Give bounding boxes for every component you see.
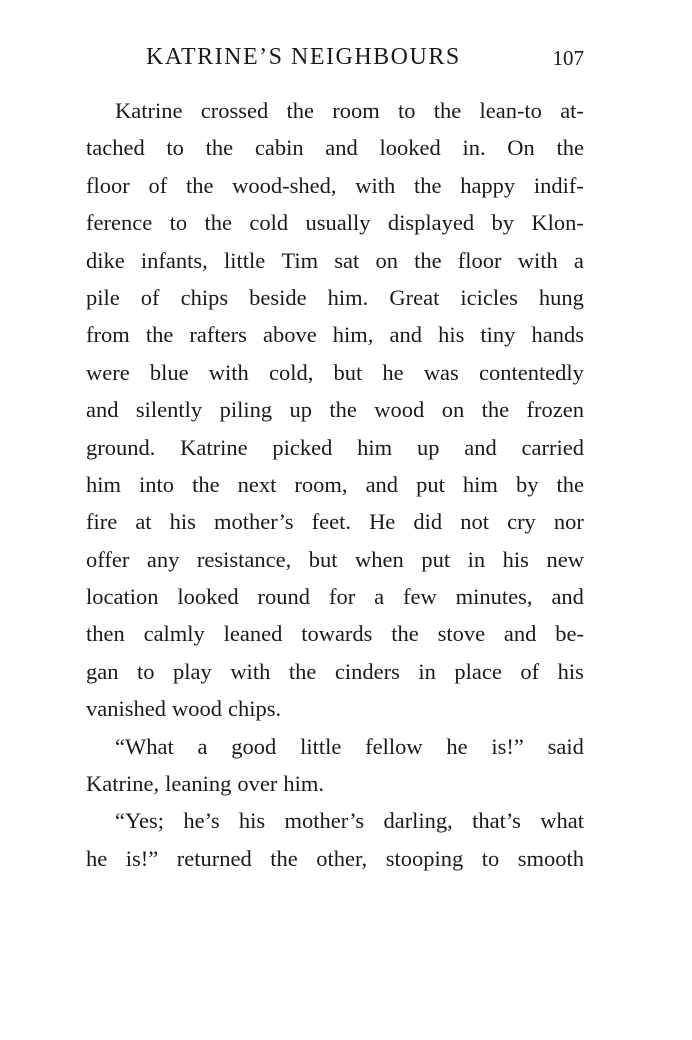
text-line: ground. Katrine picked him up and carried (86, 434, 584, 460)
text-line: gan to play with the cinders in place of his (86, 658, 584, 684)
running-title: KATRINE’S NEIGHBOURS (146, 44, 461, 70)
text-line: offer any resistance, but when put in his new (86, 546, 584, 572)
text-line: ference to the cold usually displayed by Klon- (86, 210, 584, 236)
body-text (86, 92, 584, 877)
text-line: fire at his mother’s feet. He did not cry nor (86, 509, 584, 535)
page-number: 107 (552, 46, 584, 70)
text-line: Katrine crossed the room to the lean-to at- (115, 98, 584, 123)
text-line: from the rafters above him, and his tiny hands (86, 322, 584, 348)
text-line: him into the next room, and put him by the (86, 471, 584, 497)
text-line: then calmly leaned towards the stove and be- (86, 621, 584, 647)
text-line: “Yes; he’s his mother’s darling, that’s what (115, 808, 584, 834)
text-line: and silently piling up the wood on the frozen (86, 397, 584, 423)
text-line: vanished wood chips. (86, 696, 282, 722)
text-line: location looked round for a few minutes, and (86, 584, 584, 610)
text-line: Katrine, leaning over him. (86, 771, 324, 797)
text-line: floor of the wood-shed, with the happy indif- (86, 172, 584, 198)
text-line: “What a good little fellow he is!” said (115, 733, 584, 759)
text-line: were blue with cold, but he was contentedly (86, 359, 584, 385)
running-head (86, 44, 584, 74)
text-line: tached to the cabin and looked in. On the (86, 135, 584, 161)
text-line: dike infants, little Tim sat on the floor with a (86, 247, 584, 273)
text-line: pile of chips beside him. Great icicles hung (86, 284, 584, 310)
text-line: he is!” returned the other, stooping to smooth (86, 845, 584, 871)
